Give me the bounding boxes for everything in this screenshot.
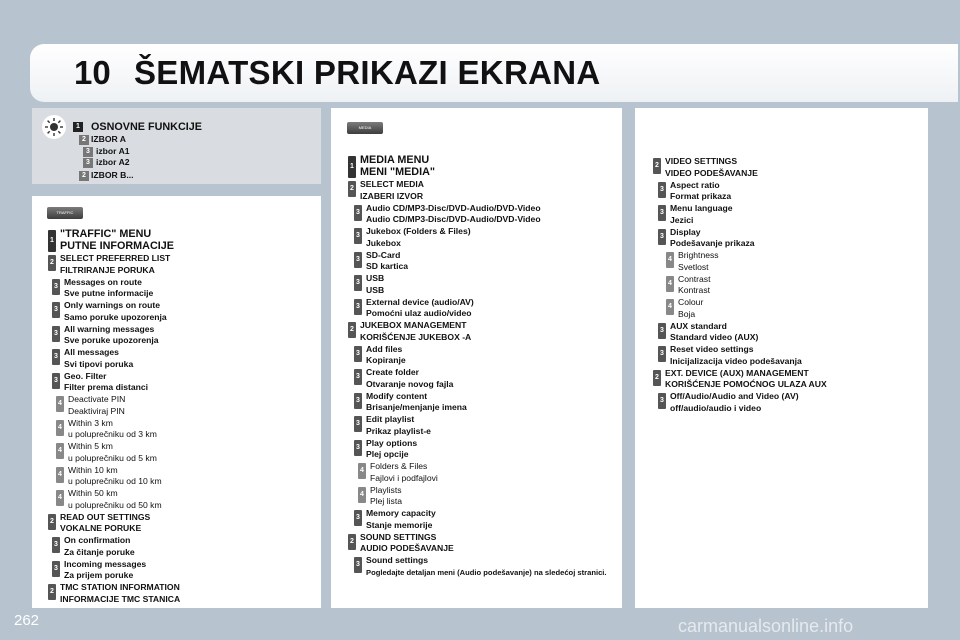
- menu-item-translation: Plej opcije: [366, 449, 409, 459]
- menu-item-label: Add files: [366, 343, 403, 354]
- level-badge: 2: [48, 514, 56, 530]
- menu-item-label: Geo. Filter: [64, 370, 107, 381]
- menu-item-label: Within 10 km: [68, 464, 118, 475]
- menu-item-label: READ OUT SETTINGS: [60, 511, 151, 522]
- menu-item-label: Within 50 km: [68, 488, 118, 498]
- menu-item-translation: Sve putne informacije: [64, 288, 154, 298]
- level-badge: 3: [83, 147, 93, 157]
- menu-item-label: Edit playlist: [366, 414, 415, 424]
- level-badge: 4: [358, 487, 366, 503]
- level-badge: 2: [79, 135, 89, 145]
- level-badge: 2: [348, 322, 356, 338]
- menu-item-label: SOUND SETTINGS: [360, 531, 437, 542]
- menu-item-label: IZBOR A: [91, 134, 127, 144]
- menu-item-label: Playlists: [370, 484, 402, 495]
- menu-item-label: SELECT PREFERRED LIST: [60, 253, 171, 263]
- menu-item-translation: u poluprečniku od 5 km: [68, 452, 157, 463]
- menu-item-translation: Format prikaza: [670, 191, 732, 201]
- menu-item-translation: INFORMACIJE TMC STANICA: [60, 593, 181, 604]
- level-badge: 3: [354, 252, 362, 268]
- menu-item-label: SELECT MEDIA: [360, 179, 424, 189]
- menu-item-label: Off/Audio/Audio and Video (AV): [670, 391, 799, 401]
- menu-item-label: MEDIA MENU: [360, 154, 430, 166]
- menu-item-label: Create folder: [366, 367, 420, 377]
- level-badge: 4: [358, 463, 366, 479]
- level-badge: 3: [354, 346, 362, 362]
- watermark: carmanualsonline.info: [678, 616, 854, 636]
- level-badge: 2: [79, 171, 89, 181]
- menu-item-translation: FILTRIRANJE PORUKA: [60, 264, 155, 275]
- level-badge: 3: [658, 229, 666, 245]
- menu-item-translation: Za prijem poruke: [64, 570, 134, 580]
- menu-item-translation: PUTNE INFORMACIJE: [60, 240, 174, 252]
- menu-item-label: Play options: [366, 437, 418, 448]
- menu-item-translation: Plej lista: [370, 496, 402, 506]
- level-badge: 2: [348, 181, 356, 197]
- menu-item-label: USB: [366, 273, 385, 283]
- menu-item-translation: Jezici: [670, 214, 694, 225]
- chapter-title: ŠEMATSKI PRIKAZI EKRANA: [134, 54, 601, 91]
- menu-item-translation: SD kartica: [366, 261, 409, 271]
- menu-item-label: On confirmation: [64, 535, 131, 545]
- level-badge: 4: [56, 443, 64, 459]
- level-badge: 3: [354, 205, 362, 221]
- menu-item-translation: Audio CD/MP3-Disc/DVD-Audio/DVD-Video: [366, 214, 541, 224]
- level-badge: 2: [48, 584, 56, 600]
- menu-item-translation: Samo poruke upozorenja: [64, 311, 167, 322]
- level-badge: 4: [56, 467, 64, 483]
- level-badge: 3: [83, 158, 93, 168]
- level-badge: 3: [52, 349, 60, 365]
- menu-item-translation: Boja: [678, 308, 696, 319]
- level-badge: 2: [653, 370, 661, 386]
- menu-item-translation: Kopiranje: [366, 355, 406, 365]
- level-badge: 3: [354, 228, 362, 244]
- menu-item-translation: Filter prema distanci: [64, 382, 149, 392]
- level-badge: 3: [658, 393, 666, 409]
- menu-item-translation: Otvaranje novog fajla: [366, 378, 454, 389]
- level-badge: 4: [56, 396, 64, 412]
- level-badge: 3: [52, 537, 60, 553]
- level-badge: 3: [658, 182, 666, 198]
- level-badge: 2: [653, 158, 661, 174]
- page-number: 262: [14, 612, 40, 629]
- media-button-icon: MEDIA: [347, 122, 383, 134]
- menu-item-label: VIDEO SETTINGS: [665, 156, 738, 166]
- level-badge: 2: [48, 255, 56, 271]
- menu-item-label: Incoming messages: [64, 558, 147, 569]
- level-badge: 4: [666, 299, 674, 315]
- menu-item-translation: u poluprečniku od 10 km: [68, 476, 162, 486]
- menu-item-translation: Fajlovi i podfajlovi: [370, 472, 438, 483]
- menu-item-label: OSNOVNE FUNKCIJE: [91, 121, 202, 133]
- level-badge: 3: [52, 279, 60, 295]
- level-badge: 3: [354, 393, 362, 409]
- level-badge: 3: [658, 205, 666, 221]
- level-badge: 3: [354, 440, 362, 456]
- menu-item-translation: MENI "MEDIA": [360, 166, 436, 178]
- level-badge: 1: [48, 230, 56, 252]
- level-badge: 3: [354, 557, 362, 573]
- menu-item-label: AUX standard: [670, 320, 727, 331]
- menu-item-label: Sound settings: [366, 555, 429, 565]
- level-badge: 3: [354, 369, 362, 385]
- menu-item-label: External device (audio/AV): [366, 296, 474, 307]
- level-badge: 3: [658, 346, 666, 362]
- level-badge: 3: [354, 416, 362, 432]
- menu-item-translation: Sve poruke upozorenja: [64, 335, 159, 345]
- level-badge: 3: [658, 323, 666, 339]
- menu-item-translation: Podešavanje prikaza: [670, 238, 755, 248]
- level-badge: 3: [52, 302, 60, 318]
- menu-item-translation: Pogledajte detaljan meni (Audio podešavanje) na sledećoj stranici.: [366, 567, 607, 577]
- level-badge: 3: [354, 510, 362, 526]
- menu-item-translation: IZABERI IZVOR: [360, 190, 424, 201]
- menu-item-label: Within 3 km: [68, 417, 113, 428]
- menu-item-label: izbor A2: [96, 157, 130, 167]
- menu-item-label: All messages: [64, 347, 119, 357]
- menu-item-label: Reset video settings: [670, 344, 754, 354]
- menu-item-label: JUKEBOX MANAGEMENT: [360, 320, 467, 330]
- menu-item-translation: KORIŠĆENJE POMOĆNOG ULAZA AUX: [665, 379, 827, 389]
- menu-item-label: EXT. DEVICE (AUX) MANAGEMENT: [665, 367, 809, 378]
- menu-item-label: Audio CD/MP3-Disc/DVD-Audio/DVD-Video: [366, 202, 541, 213]
- menu-item-translation: Pomoćni ulaz audio/video: [366, 308, 472, 318]
- menu-item-translation: Deaktiviraj PIN: [68, 405, 125, 416]
- menu-item-translation: Jukebox: [366, 237, 401, 248]
- chapter-number: 10: [74, 54, 111, 91]
- menu-item-label: Folders & Files: [370, 461, 428, 471]
- menu-item-translation: Kontrast: [678, 285, 711, 295]
- menu-item-label: Contrast: [678, 273, 711, 284]
- menu-item-label: Deactivate PIN: [68, 394, 126, 404]
- level-badge: 3: [52, 326, 60, 342]
- menu-item-translation: Brisanje/menjanje imena: [366, 402, 467, 412]
- menu-item-translation: AUDIO PODEŠAVANJE: [360, 543, 454, 553]
- menu-item-translation: Stanje memorije: [366, 519, 433, 530]
- menu-item-label: izbor A1: [96, 146, 130, 156]
- level-badge: 1: [73, 122, 83, 132]
- menu-item-label: Only warnings on route: [64, 300, 160, 310]
- menu-item-label: Aspect ratio: [670, 179, 720, 190]
- level-badge: 1: [348, 156, 356, 178]
- level-badge: 4: [666, 252, 674, 268]
- menu-item-label: Within 5 km: [68, 441, 113, 451]
- menu-item-label: "TRAFFIC" MENU: [60, 228, 152, 240]
- menu-item-translation: VOKALNE PORUKE: [60, 523, 142, 533]
- traffic-button-icon: TRAFFIC: [47, 207, 83, 219]
- menu-item-translation: u poluprečniku od 3 km: [68, 429, 157, 439]
- menu-item-label: Memory capacity: [366, 508, 436, 518]
- menu-item-label: Jukebox (Folders & Files): [366, 226, 471, 236]
- menu-item-label: Modify content: [366, 390, 428, 401]
- level-badge: 4: [56, 490, 64, 506]
- light-bulb-icon: [42, 115, 66, 139]
- menu-item-label: SD-Card: [366, 249, 401, 260]
- menu-item-translation: Svetlost: [678, 261, 709, 272]
- menu-item-label: Colour: [678, 297, 704, 307]
- level-badge: 3: [354, 299, 362, 315]
- menu-item-label: All warning messages: [64, 323, 155, 334]
- menu-item-translation: Standard video (AUX): [670, 332, 759, 342]
- menu-item-label: Menu language: [670, 203, 733, 213]
- menu-item-translation: Za čitanje poruke: [64, 546, 135, 557]
- menu-item-translation: VIDEO PODEŠAVANJE: [665, 167, 758, 178]
- menu-item-label: Display: [670, 226, 701, 237]
- menu-item-label: IZBOR B...: [91, 170, 134, 180]
- level-badge: 3: [52, 561, 60, 577]
- menu-item-translation: KORIŠĆENJE JUKEBOX -A: [360, 331, 472, 342]
- level-badge: 4: [666, 276, 674, 292]
- menu-item-label: TMC STATION INFORMATION: [60, 582, 180, 592]
- level-badge: 3: [52, 373, 60, 389]
- menu-item-translation: off/audio/audio i video: [670, 402, 762, 413]
- menu-item-translation: Svi tipovi poruka: [64, 358, 134, 369]
- basic-functions-panel: [32, 108, 321, 184]
- menu-item-translation: Inicijalizacija video podešavanja: [670, 355, 802, 366]
- menu-item-translation: u poluprečniku od 50 km: [68, 499, 162, 510]
- level-badge: 2: [348, 534, 356, 550]
- level-badge: 4: [56, 420, 64, 436]
- menu-item-translation: Prikaz playlist-e: [366, 425, 431, 436]
- menu-item-label: Messages on route: [64, 276, 142, 287]
- menu-item-label: Brightness: [678, 250, 719, 260]
- level-badge: 3: [354, 275, 362, 291]
- menu-item-translation: USB: [366, 284, 385, 295]
